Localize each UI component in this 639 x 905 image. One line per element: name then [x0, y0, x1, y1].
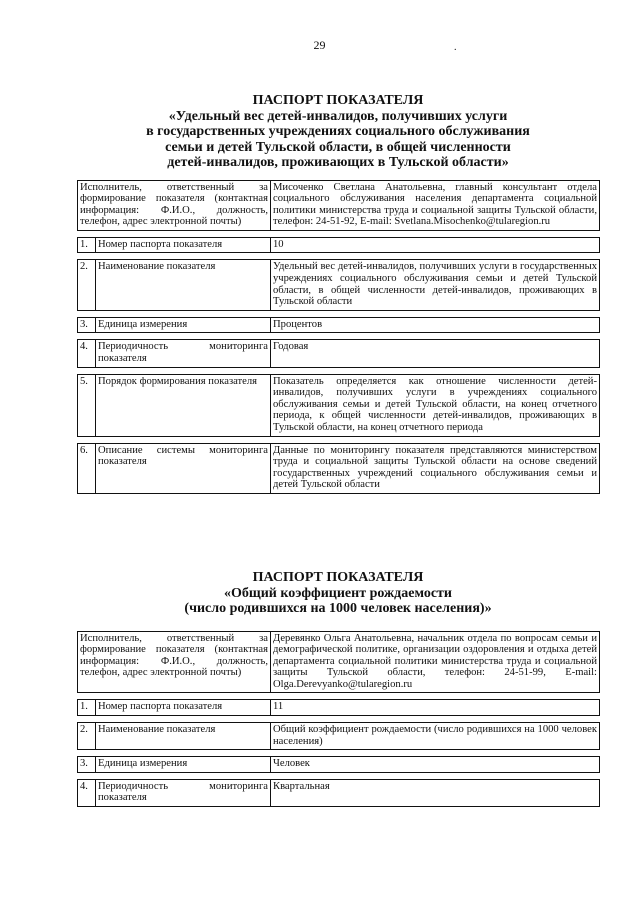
row-number: 2. — [78, 723, 96, 750]
row-value: Общий коэффициент рождаемости (число родившихся на 1000 человек населения) — [271, 723, 600, 750]
table-row — [78, 340, 600, 367]
executor-label: Исполнитель, ответственный за формирование показателя (контактная информация: Ф.И.О., должность, телефон, адрес электронной почты) — [78, 180, 271, 230]
row-value: Годовая — [271, 340, 600, 367]
row-number: 1. — [78, 237, 96, 253]
row-label: Описание системы мониторинга показателя — [96, 443, 271, 493]
table-row — [78, 374, 600, 436]
table-row — [78, 723, 600, 750]
passport-10 — [77, 93, 599, 494]
row-number: 4. — [78, 340, 96, 367]
row-value: Человек — [271, 757, 600, 773]
title-line: в государственных учреждениях социального обслуживания — [146, 124, 530, 139]
passport-table — [77, 180, 600, 494]
row-label: Наименование показателя — [96, 723, 271, 750]
title-line: «Удельный вес детей-инвалидов, получивших услуги — [168, 108, 508, 124]
title-line: «Общий коэффициент рождаемости — [224, 585, 452, 601]
row-number: 6. — [78, 443, 96, 493]
row-value: Процентов — [271, 317, 600, 333]
passport-title — [77, 93, 599, 171]
row-number: 1. — [78, 700, 96, 716]
table-row — [78, 757, 600, 773]
executor-label: Исполнитель, ответственный за формирование показателя (контактная информация: Ф.И.О., должность, телефон, адрес электронной почты) — [78, 631, 271, 693]
row-label: Периодичность мониторинга показателя — [96, 779, 271, 806]
executor-value: Деревянко Ольга Анатольевна, начальник отдела по вопросам семьи и демографической политике, организации оздоровления и отдыха детей департамента социальной политики министерства труда и социальной защиты Тульской области, телефон: 24-51-99, E-mail: Olga.Derevyanko@tularegion.ru — [271, 631, 600, 693]
executor-row — [78, 180, 600, 230]
row-label: Периодичность мониторинга показателя — [96, 340, 271, 367]
title-line: детей-инвалидов, проживающих в Тульской области» — [167, 155, 509, 170]
table-row — [78, 317, 600, 333]
row-label: Номер паспорта показателя — [96, 700, 271, 716]
table-row — [78, 700, 600, 716]
passport-title — [77, 570, 599, 617]
executor-value: Мисоченко Светлана Анатольевна, главный консультант отдела социального обслуживания населения департамента социальной политики министерства труда и социальной защиты Тульской области, телефон: 24-51-92, E-mail: Svetlana.Misochenko@tularegion.ru — [271, 180, 600, 230]
row-value: Данные по мониторингу показателя представляются министерством труда и социальной защиты Тульской области на основе сведений государственных учреждений социального обслуживания семьи и детей Тульской области — [271, 443, 600, 493]
row-number: 2. — [78, 260, 96, 310]
page-mark: . — [454, 42, 457, 53]
row-label: Единица измерения — [96, 757, 271, 773]
row-number: 5. — [78, 374, 96, 436]
title-line: (число родившихся на 1000 человек населения)» — [184, 601, 492, 616]
page-number: 29 — [313, 38, 326, 52]
row-label: Номер паспорта показателя — [96, 237, 271, 253]
passport-table — [77, 631, 600, 808]
row-value: 11 — [271, 700, 600, 716]
row-number: 4. — [78, 779, 96, 806]
row-number: 3. — [78, 757, 96, 773]
table-row — [78, 779, 600, 806]
title-line: ПАСПОРТ ПОКАЗАТЕЛЯ — [252, 93, 424, 108]
title-line: семьи и детей Тульской области, в общей численности — [165, 139, 511, 155]
row-value: Показатель определяется как отношение численности детей-инвалидов, получивших услуги в учреждениях социального обслуживания семьи и детей Тульской области, на конец отчетного периода, к общей численности детей-инвалидов, проживающих в Тульской области, на конец отчетного периода — [271, 374, 600, 436]
row-label: Единица измерения — [96, 317, 271, 333]
table-row — [78, 260, 600, 310]
passport-11 — [77, 570, 599, 807]
executor-row — [78, 631, 600, 693]
title-line: ПАСПОРТ ПОКАЗАТЕЛЯ — [252, 570, 424, 585]
table-row — [78, 237, 600, 253]
table-row — [78, 443, 600, 493]
row-value: Квартальная — [271, 779, 600, 806]
row-value: Удельный вес детей-инвалидов, получивших услуги в государственных учреждениях социального обслуживания семьи и детей Тульской области, в общей численности детей-инвалидов, проживающих в Тульской области — [271, 260, 600, 310]
row-label: Порядок формирования показателя — [96, 374, 271, 436]
row-label: Наименование показателя — [96, 260, 271, 310]
row-number: 3. — [78, 317, 96, 333]
row-value: 10 — [271, 237, 600, 253]
